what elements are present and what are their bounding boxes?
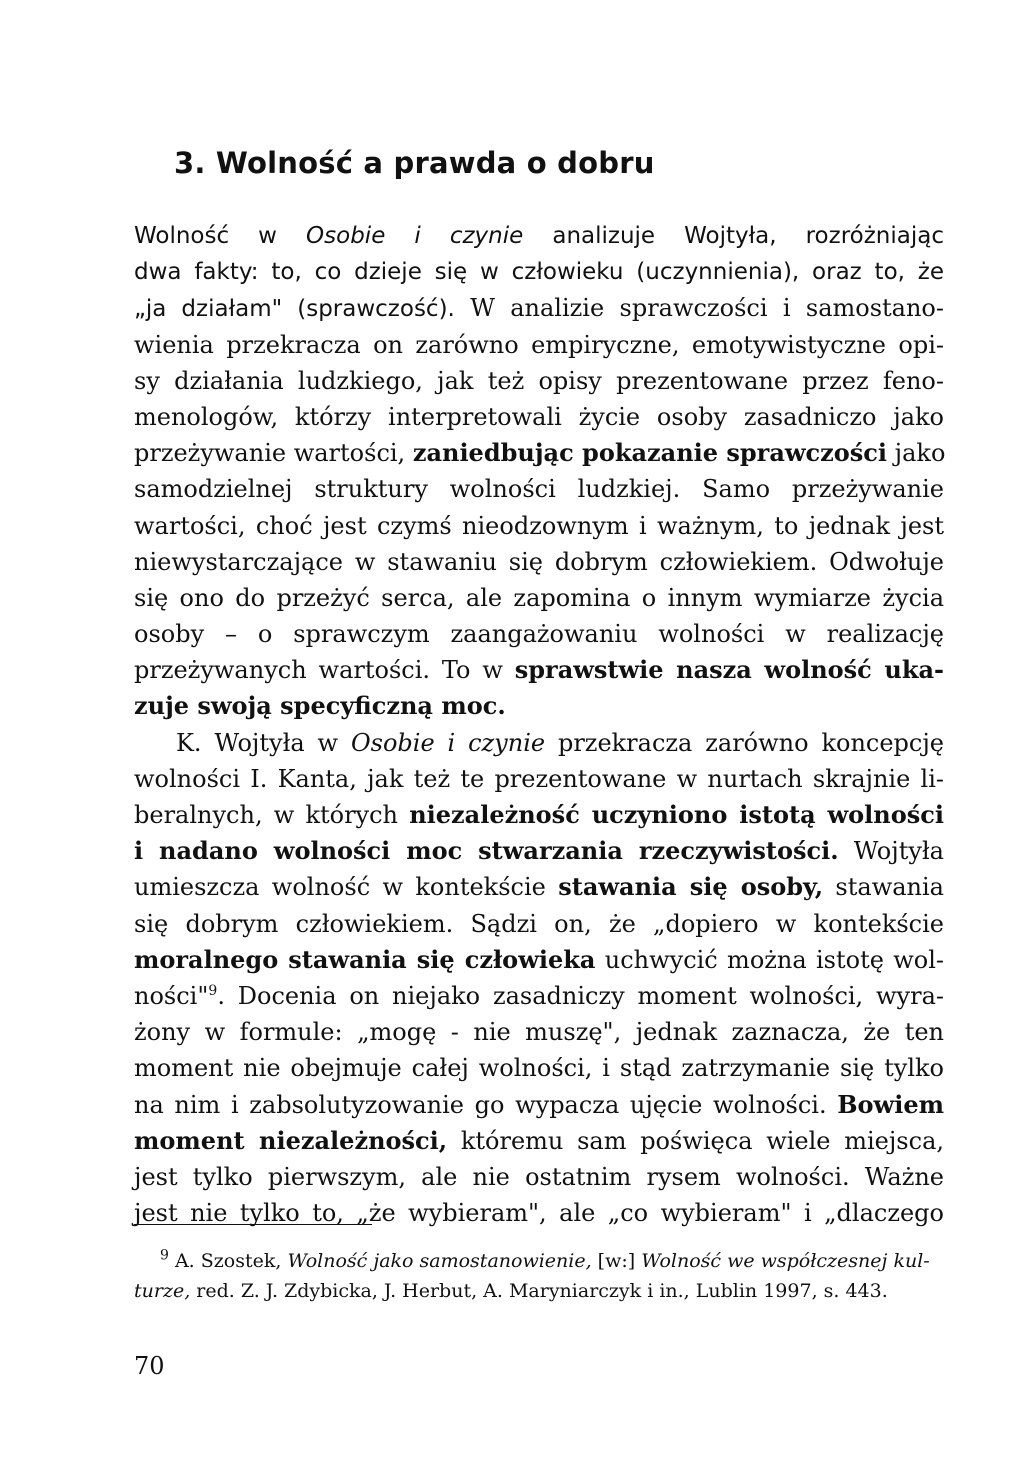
text-line: przeżywanych wartości. To w sprawstwie nasza wolność uka- <box>134 655 944 685</box>
text-line: moment nie obejmuje całej wolności, i stąd zatrzymanie się tylko <box>134 1054 944 1083</box>
emphasis-text: stawania się osoby, <box>558 872 824 902</box>
text-line: ności"$^9$. Docenia on niejako zasadniczy moment wolności, wyra- <box>134 981 944 1010</box>
body-text <box>134 218 944 1231</box>
text-line: osoby – o sprawczym zaangażowaniu wolności w realizację <box>134 620 944 649</box>
footnote-divider <box>134 1224 372 1225</box>
text-line: umieszcza wolność w kontekście stawania się osoby, stawania <box>134 872 944 902</box>
text-line: beralnych, w których niezależność uczyniono istotą wolności <box>134 800 944 829</box>
text-line: żony w formule: „mogę - nie muszę", jednak zaznacza, że ten <box>134 1018 944 1047</box>
text-line: menologów, którzy interpretowali życie osoby zasadniczo jako <box>134 402 944 431</box>
footnote-marker: 9 <box>160 1247 169 1264</box>
text-line: moralnego stawania się człowieka uchwycić można istotę wol- <box>134 944 945 974</box>
emphasis-text: zuje swoją specyficzną moc. <box>134 691 506 721</box>
book-title: Osobie i czynie <box>350 728 546 757</box>
emphasis-text: zaniedbując pokazanie sprawczości <box>412 438 888 468</box>
emphasis-text: Bowiem <box>837 1089 944 1119</box>
footnote-line: $^9$ A. Szostek, Wolność jako samostanowienie, [w:] Wolność we współczesnej kul- <box>160 1247 930 1272</box>
emphasis-text: niezależność uczyniono istotą wolności <box>409 800 944 829</box>
text-line: samodzielnej struktury wolności ludzkiej. Samo przeżywanie <box>134 475 944 504</box>
text-line: przeżywanie wartości, zaniedbując pokazanie sprawczości jako <box>134 438 946 468</box>
text-line: Wolność w Osobie i czynie analizuje Wojtyła, rozróżniając <box>134 223 944 249</box>
footnote-reference: 9 <box>208 982 218 999</box>
text-line: niewystarczające w stawaniu się dobrym człowiekiem. Odwołuje <box>134 547 944 576</box>
section-heading: 3. Wolność a prawda o dobru <box>174 146 655 180</box>
text-line: i nadano wolności moc stwarzania rzeczywistości. Wojtyła <box>134 836 944 866</box>
footnote <box>134 1246 944 1306</box>
text-line: na nim i zabsolutyzowanie go wypacza ujęcie wolności. Bowiem <box>134 1089 944 1119</box>
text-line: K. Wojtyła w Osobie i czynie przekracza zarówno koncepcję <box>176 728 944 757</box>
text-line: jest tylko pierwszym, ale nie ostatnim rysem wolności. Ważne <box>134 1162 944 1191</box>
text-line: dwa fakty: to, co dzieje się w człowieku (uczynnienia), oraz to, że <box>134 259 944 286</box>
text-line <box>134 688 944 724</box>
emphasis-text: moment niezależności, <box>134 1125 448 1155</box>
text-line: wienia przekracza on zarówno empiryczne, emotywistyczne opi- <box>134 330 944 359</box>
text-line: wolności I. Kanta, jak też te prezentowane w nurtach skrajnie li- <box>134 764 944 793</box>
text-line: sy działania ludzkiego, jak też opisy prezentowane przez feno- <box>134 366 944 395</box>
text-line: jest nie tylko to, „że wybieram", ale „co wybieram" i „dlaczego <box>134 1199 944 1228</box>
page-number: 70 <box>134 1352 165 1380</box>
emphasis-text: moralnego stawania się człowieka <box>134 944 596 974</box>
book-title: Osobie i czynie <box>306 223 524 249</box>
text-line: się dobrym człowiekiem. Sądzi on, że „dopiero w kontekście <box>134 909 944 938</box>
text-line: moment niezależności, któremu sam poświęca wiele miejsca, <box>134 1125 944 1155</box>
text-line: wartości, choć jest czymś nieodzownym i ważnym, to jednak jest <box>134 511 944 540</box>
emphasis-text: i nadano wolności moc stwarzania rzeczywistości. <box>134 836 839 866</box>
text-line: się ono do przeżyć serca, ale zapomina o innym wymiarze życia <box>134 583 944 612</box>
text-line: „ja działam" (sprawczość). W analizie sprawczości i samostano- <box>134 294 944 323</box>
emphasis-text: sprawstwie nasza wolność uka- <box>514 655 944 685</box>
footnote-line: turze, red. Z. J. Zdybicka, J. Herbut, A. Maryniarczyk i in., Lublin 1997, s. 443. <box>134 1280 888 1302</box>
